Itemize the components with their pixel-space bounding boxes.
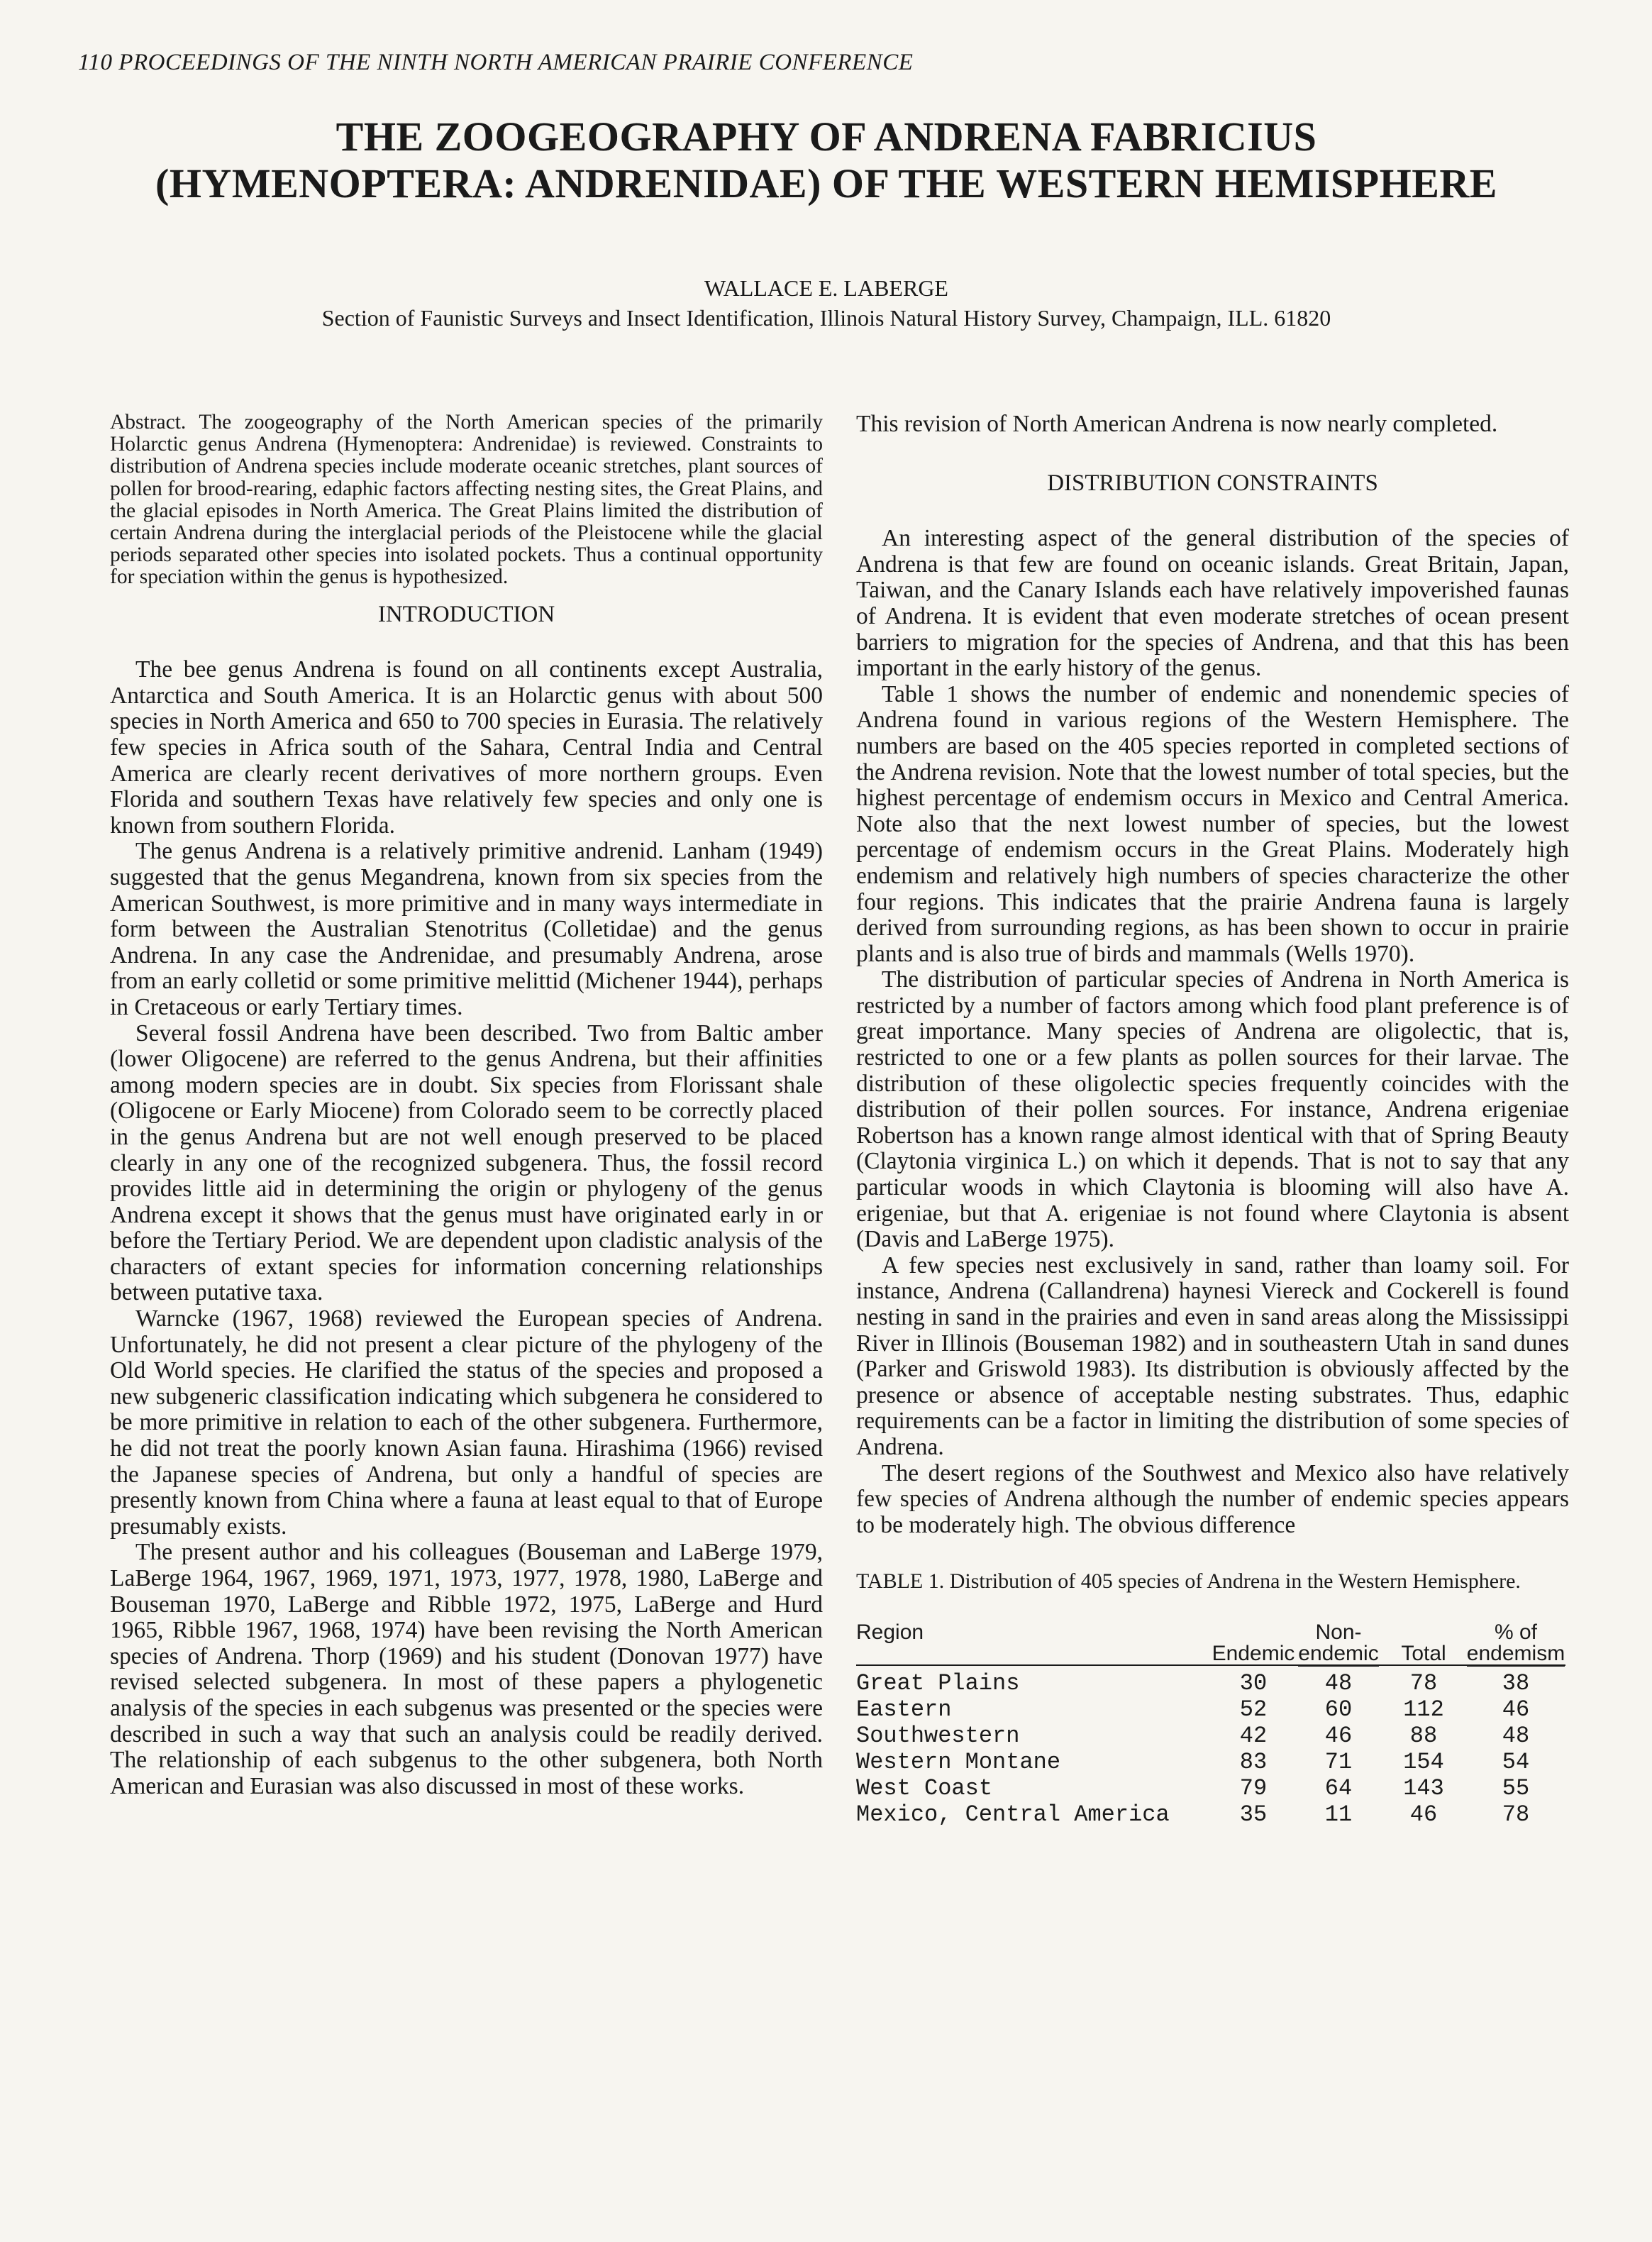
cell-nonendemic: 64 [1324, 1775, 1353, 1802]
header-endemic: Endemic [1212, 1642, 1295, 1666]
table-row [856, 1723, 1565, 1749]
header-total: Total [1401, 1642, 1446, 1666]
cell-pct: 38 [1502, 1670, 1530, 1697]
cell-region: Mexico, Central America [856, 1801, 1170, 1828]
cell-endemic: 35 [1239, 1801, 1268, 1828]
author-name: WALLACE E. LABERGE [704, 275, 948, 301]
abstract: Abstract. The zoogeography of the North American species of the primarily Holarctic genus Andrena (Hymenoptera: Andrenidae) is reviewed. Constraints to distribution of Andrena species include moderate oceanic stretches, plant sources of pollen for brood-rearing, edaphic factors affecting nesting sites, the Great Plains, and the glacial episodes in North America. The Great Plains limited the distribution of certain Andrena during the interglacial periods of the Pleistocene while the glacial periods separated other species into isolated pockets. Thus a continual opportunity for speciation within the genus is hypothesized. [110, 411, 823, 589]
cell-region: Eastern [856, 1696, 952, 1723]
right-column [856, 412, 1569, 1828]
cell-pct: 48 [1502, 1723, 1530, 1750]
revision-note: This revision of North American Andrena is now nearly completed. [856, 411, 1498, 437]
distribution-paragraph: Table 1 shows the number of endemic and nonendemic species of Andrena found in various regions of the Western Hemisphere. The numbers are based on the 405 species reported in completed sections of the Andrena revision. Note that the lowest number of total species, but the highest percentage of endemism occurs in Mexico and Central America. Note also that the next lowest number of species, but the lowest percentage of endemism occurs in the Great Plains. Moderately high endemism and relatively high numbers of species characterize the other four regions. This indicates that the prairie Andrena fauna is largely derived from surrounding regions, as has been shown to occur in prairie plants and is also true of birds and mammals (Wells 1970). [856, 680, 1569, 967]
table-row [856, 1775, 1565, 1801]
cell-total: 143 [1403, 1775, 1444, 1802]
left-column [110, 412, 823, 1799]
cell-endemic: 79 [1239, 1775, 1268, 1802]
header-nonendemic: Non- endemic [1298, 1620, 1379, 1666]
cell-endemic: 52 [1239, 1696, 1268, 1723]
cell-nonendemic: 46 [1324, 1723, 1353, 1750]
author-block [71, 273, 1582, 333]
cell-endemic: 30 [1239, 1670, 1268, 1697]
distribution-paragraph: A few species nest exclusively in sand, rather than loamy soil. For instance, Andrena (Callandrena) haynesi Viereck and Cockerell is found nesting in sand in the prairies and even in sand areas along the Mississippi River in Illinois (Bouseman 1982) and in southeastern Utah in sand dunes (Parker and Griswold 1983). Its distribution is obviously affected by the presence or absence of acceptable nesting substrates. Thus, edaphic requirements can be a factor in limiting the distribution of some species of Andrena. [856, 1252, 1569, 1460]
intro-paragraph: Warncke (1967, 1968) reviewed the European species of Andrena. Unfortunately, he did not present a clear picture of the phylogeny of the Old World species. He clarified the status of the species and proposed a new subgeneric classification indicating which subgenera he considered to be more primitive in relation to each of the other subgenera. Furthermore, he did not treat the poorly known Asian fauna. Hirashima (1966) revised the Japanese species of Andrena, but only a handful of species are presently known from China where a fauna at least equal to that of Europe presumably exists. [110, 1305, 823, 1540]
cell-endemic: 42 [1239, 1723, 1268, 1750]
intro-paragraph: The genus Andrena is a relatively primitive andrenid. Lanham (1949) suggested that the genus Megandrena, known from six species from the American Southwest, is more primitive and in many ways intermediate in form between the Australian Stenotritus (Colletidae) and the genus Andrena. In any case the Andrenidae, and presumably Andrena, arose from an early colletid or some primitive melittid (Michener 1944), perhaps in Cretaceous or early Tertiary times. [110, 838, 823, 1020]
cell-region: Great Plains [856, 1670, 1020, 1697]
cell-total: 112 [1403, 1696, 1444, 1723]
cell-nonendemic: 71 [1324, 1749, 1353, 1776]
running-head: 110 PROCEEDINGS OF THE NINTH NORTH AMERICAN PRAIRIE CONFERENCE [78, 50, 914, 75]
cell-region: Western Montane [856, 1749, 1061, 1776]
intro-paragraph: Several fossil Andrena have been described. Two from Baltic amber (lower Oligocene) are referred to the genus Andrena, but their affinities among modern species are in doubt. Six species from Florissant shale (Oligocene or Early Miocene) from Colorado seem to be correctly placed in the genus Andrena but are not well enough preserved to be placed clearly in any one of the recognized subgenera. Thus, the fossil record provides little aid in determining the origin or phylogeny of the genus Andrena except it shows that the genus must have originated early in or before the Tertiary Period. We are dependent upon cladistic analysis of the characters of extant species for information concerning relationships between putative taxa. [110, 1020, 823, 1306]
cell-nonendemic: 48 [1324, 1670, 1353, 1697]
distribution-paragraph: An interesting aspect of the general distribution of the species of Andrena is that few are found on oceanic islands. Great Britain, Japan, Taiwan, and the Canary Islands each have relatively impoverished faunas of Andrena. It is evident that even moderate stretches of ocean present barriers to migration for the species of Andrena, and that this has been important in the early history of the genus. [856, 525, 1569, 682]
cell-endemic: 83 [1239, 1749, 1268, 1776]
distribution-paragraph: The desert regions of the Southwest and Mexico also have relatively few species of Andrena although the number of endemic species appears to be moderately high. The obvious difference [856, 1459, 1569, 1538]
table-row [856, 1696, 1565, 1723]
cell-total: 154 [1403, 1749, 1444, 1776]
distribution-paragraph: The distribution of particular species of Andrena in North America is restricted by a number of factors among which food plant preference is of great importance. Many species of Andrena are oligolectic, that is, restricted to one or a few plants as pollen sources for their larvae. The distribution of these oligolectic species frequently coincides with the distribution of their pollen sources. For instance, Andrena erigeniae Robertson has a known range almost identical with that of Spring Beauty (Claytonia virginica L.) on which it depends. That is not to say that any particular woods in which Claytonia is blooming will also have A. erigeniae, but that A. erigeniae is not found where Claytonia is absent (Davis and LaBerge 1975). [856, 966, 1569, 1253]
cell-total: 88 [1409, 1723, 1438, 1750]
table-caption: TABLE 1. Distribution of 405 species of Andrena in the Western Hemisphere. [856, 1569, 1521, 1594]
intro-paragraph: The bee genus Andrena is found on all continents except Australia, Antarctica and South America. It is an Holarctic genus with about 500 species in North America and 650 to 700 species in Eurasia. The relatively few species in Africa south of the Sahara, Central India and Central America are clearly recent derivatives of more northern groups. Even Florida and southern Texas have relatively few species and only one is known from southern Florida. [110, 656, 823, 839]
distribution-table [856, 1622, 1565, 1828]
title-line-1: THE ZOOGEOGRAPHY OF ANDRENA FABRICIUS [336, 114, 1317, 160]
cell-nonendemic: 60 [1324, 1696, 1353, 1723]
cell-pct: 54 [1502, 1749, 1530, 1776]
article-title [71, 114, 1582, 207]
title-line-2: (HYMENOPTERA: ANDRENIDAE) OF THE WESTERN HEMISPHERE [155, 160, 1497, 206]
cell-pct: 78 [1502, 1801, 1530, 1828]
header-region: Region [856, 1620, 924, 1645]
cell-pct: 55 [1502, 1775, 1530, 1802]
cell-pct: 46 [1502, 1696, 1530, 1723]
cell-region: West Coast [856, 1775, 993, 1802]
intro-paragraph: The present author and his colleagues (Bouseman and LaBerge 1979, LaBerge 1964, 1967, 1969, 1971, 1973, 1977, 1978, 1980, LaBerge and Bouseman 1970, LaBerge and Ribble 1972, 1975, LaBerge and Hurd 1965, Ribble 1967, 1968, 1974) have been revising the North American species of Andrena. Thorp (1969) and his student (Donovan 1977) have revised selected subgenera. In most of these papers a phylogenetic analysis of the species in each subgenus was presented or the species were described in such a way that such an analysis could be readily derived. The relationship of each subgenus to the other subgenera, both North American and Eurasian was also discussed in most of these works. [110, 1539, 823, 1799]
distribution-heading: DISTRIBUTION CONSTRAINTS [1047, 470, 1378, 496]
cell-nonendemic: 11 [1324, 1801, 1353, 1828]
table-row [856, 1670, 1565, 1696]
cell-total: 78 [1409, 1670, 1438, 1697]
table-row [856, 1801, 1565, 1828]
cell-region: Southwestern [856, 1723, 1020, 1750]
header-pct-endemism: % of endemism [1466, 1620, 1565, 1666]
author-affiliation: Section of Faunistic Surveys and Insect Identification, Illinois Natural History Survey, Champaign, ILL. 61820 [321, 305, 1331, 331]
introduction-heading: INTRODUCTION [377, 601, 555, 627]
table-row [856, 1749, 1565, 1775]
cell-total: 46 [1409, 1801, 1438, 1828]
